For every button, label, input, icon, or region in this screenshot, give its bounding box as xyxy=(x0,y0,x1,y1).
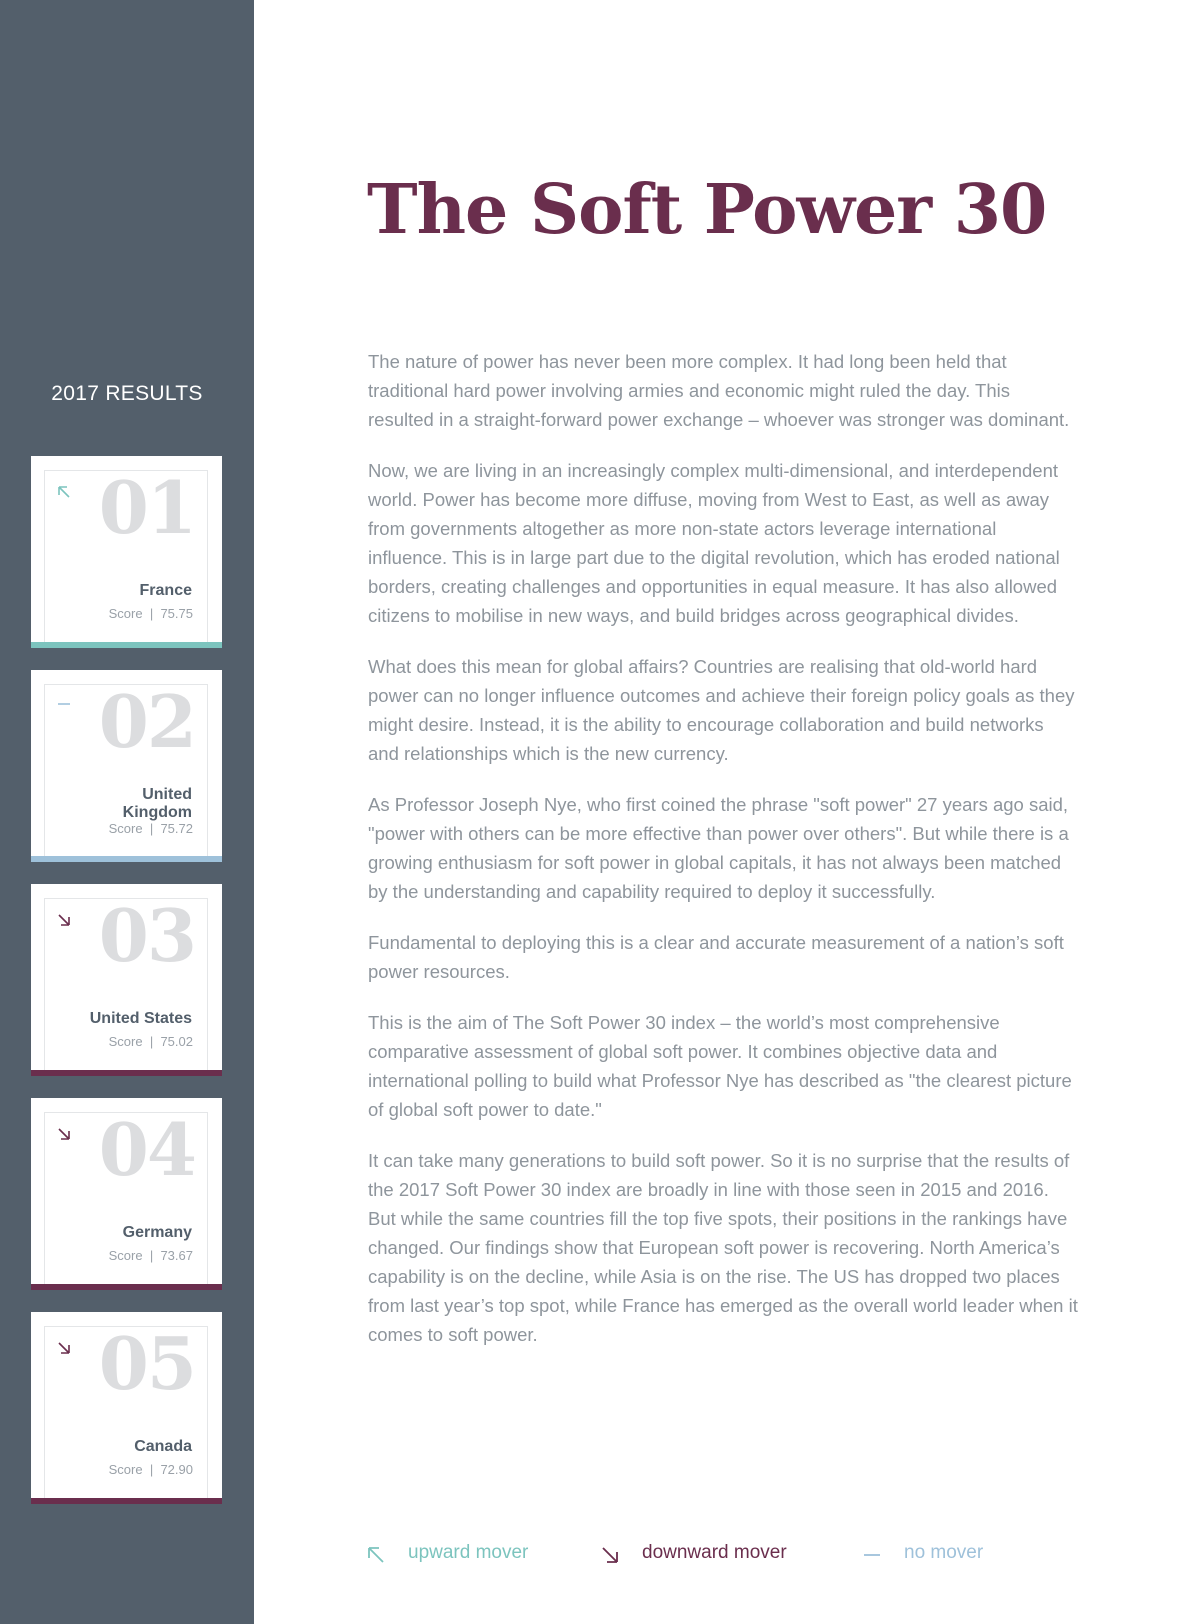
body-paragraph: Now, we are living in an increasingly complex multi-dimensional, and interdependent world. Power has become more diffuse, moving from West to East, as well as away from governments altogether as more non-state actors leverage international influence. This is in large part due to the digital revolution, which has eroded national borders, creating challenges and opportunities in equal measure. It has also allowed citizens to mobilise in new ways, and build bridges across geographical divides. xyxy=(368,460,1060,626)
ranking-card xyxy=(31,1312,222,1504)
score-label: Score xyxy=(108,606,143,621)
score-separator: | xyxy=(149,1462,154,1477)
body-paragraph: Fundamental to deploying this is a clear and accurate measurement of a nation’s soft power resources. xyxy=(368,932,1064,982)
dash-icon xyxy=(862,1545,882,1565)
arrow-up-left-icon xyxy=(56,484,72,500)
country-name: France xyxy=(139,582,192,599)
ranking-card xyxy=(31,884,222,1076)
arrow-down-right-icon xyxy=(56,1126,72,1142)
score-separator: | xyxy=(149,1034,154,1049)
results-sidebar xyxy=(0,0,254,1624)
score-value: 72.90 xyxy=(160,1462,193,1477)
score-line xyxy=(109,606,193,621)
rank-number: 05 xyxy=(98,1321,195,1406)
arrow-up-left-icon xyxy=(366,1545,386,1565)
score-label: Score xyxy=(108,821,143,836)
rank-number: 01 xyxy=(98,465,195,550)
score-separator: | xyxy=(149,1248,154,1263)
arrow-down-right-icon xyxy=(56,1340,72,1356)
score-line xyxy=(109,1462,193,1477)
country-name: United States xyxy=(89,1010,192,1027)
score-line xyxy=(109,821,193,836)
article-body xyxy=(368,347,1078,1371)
score-value: 75.72 xyxy=(160,821,193,836)
results-heading: 2017 RESULTS xyxy=(51,382,203,405)
dash-icon xyxy=(56,698,72,714)
legend-upward-label: upward mover xyxy=(408,1542,529,1563)
country-name: Canada xyxy=(134,1438,192,1455)
score-line xyxy=(109,1034,193,1049)
ranking-card xyxy=(31,670,222,862)
country-name: Germany xyxy=(122,1224,192,1241)
body-paragraph: It can take many generations to build soft power. So it is no surprise that the results of the 2017 Soft Power 30 index are broadly in line with those seen in 2015 and 2016. But while the same countries fill the top five spots, their positions in the rankings have changed. Our findings show that European soft power is recovering. North America’s capability is on the decline, while Asia is on the rise. The US has dropped two places from last year’s top spot, while France has emerged as the overall world leader when it comes to soft power. xyxy=(368,1150,1078,1345)
body-paragraph: As Professor Joseph Nye, who first coined the phrase "soft power" 27 years ago said, "power with others can be more effective than power over others". But while there is a growing enthusiasm for soft power in global capitals, it has not always been matched by the understanding and capability required to deploy it successfully. xyxy=(368,794,1069,902)
body-paragraph: The nature of power has never been more complex. It had long been held that traditional hard power involving armies and economic might ruled the day. This resulted in a straight-forward power exchange – whoever was stronger was dominant. xyxy=(368,351,1070,430)
score-label: Score xyxy=(108,1462,143,1477)
ranking-card xyxy=(31,456,222,648)
ranking-card xyxy=(31,1098,222,1290)
body-paragraph: This is the aim of The Soft Power 30 index – the world’s most comprehensive comparative assessment of global soft power. It combines objective data and international polling to build what Professor Nye has described as "the clearest picture of global soft power to date." xyxy=(368,1012,1072,1120)
mover-color-bar xyxy=(31,1284,222,1290)
score-value: 75.02 xyxy=(160,1034,193,1049)
body-paragraph: What does this mean for global affairs? Countries are realising that old-world hard power can no longer influence outcomes and achieve their foreign policy goals as they might desire. Instead, it is the ability to encourage collaboration and build networks and relationships which is the new currency. xyxy=(368,656,1075,764)
legend-none-label: no mover xyxy=(904,1542,984,1563)
score-value: 73.67 xyxy=(160,1248,193,1263)
score-label: Score xyxy=(108,1034,143,1049)
mover-color-bar xyxy=(31,856,222,862)
mover-color-bar xyxy=(31,1498,222,1504)
score-separator: | xyxy=(149,821,154,836)
rank-number: 04 xyxy=(98,1107,195,1192)
country-name: United Kingdom xyxy=(122,786,192,821)
arrow-down-right-icon xyxy=(600,1545,620,1565)
rank-number: 02 xyxy=(98,679,195,764)
rank-number: 03 xyxy=(98,893,195,978)
legend-downward-label: downward mover xyxy=(642,1542,787,1563)
mover-color-bar xyxy=(31,642,222,648)
arrow-down-right-icon xyxy=(56,912,72,928)
score-label: Score xyxy=(108,1248,143,1263)
mover-color-bar xyxy=(31,1070,222,1076)
score-line xyxy=(109,1248,193,1263)
score-separator: | xyxy=(149,606,154,621)
page-title: The Soft Power 30 xyxy=(367,170,1047,250)
score-value: 75.75 xyxy=(160,606,193,621)
